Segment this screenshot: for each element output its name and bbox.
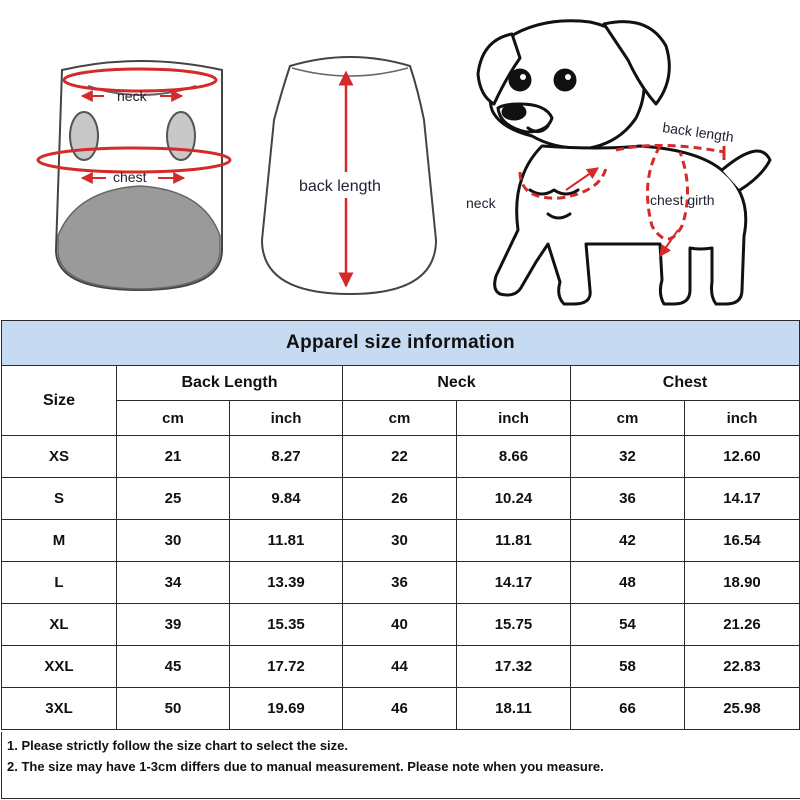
table-row <box>2 436 800 478</box>
table-title: Apparel size information <box>2 321 800 366</box>
garment-front-view <box>38 61 230 290</box>
dog-chest-girth-label: chest girth <box>650 192 715 208</box>
neck-inch-cell: 14.17 <box>457 562 571 604</box>
dog-illustration <box>478 21 770 304</box>
chest-cm-cell: 42 <box>571 520 685 562</box>
neck-inch-cell: 18.11 <box>457 688 571 730</box>
chest-cm-cell: 66 <box>571 688 685 730</box>
unit-header: inch <box>230 401 343 436</box>
unit-header: inch <box>685 401 800 436</box>
neck-cm-cell: 22 <box>343 436 457 478</box>
note-2: 2. The size may have 1-3cm differs due to manual measurement. Please note when you measure. <box>7 759 604 774</box>
size-column-header: Size <box>2 366 117 436</box>
garment-back-view <box>262 57 436 294</box>
back-length-inch-cell: 19.69 <box>230 688 343 730</box>
neck-inch-cell: 10.24 <box>457 478 571 520</box>
chest-group-header: Chest <box>571 366 800 401</box>
neck-inch-cell: 17.32 <box>457 646 571 688</box>
size-chart-table <box>1 320 800 730</box>
back-length-cm-cell: 21 <box>117 436 230 478</box>
unit-header: cm <box>571 401 685 436</box>
back-length-cm-cell: 25 <box>117 478 230 520</box>
back-length-inch-cell: 11.81 <box>230 520 343 562</box>
front-neck-label: neck <box>117 88 147 104</box>
chest-cm-cell: 58 <box>571 646 685 688</box>
table-row <box>2 688 800 730</box>
back-length-cm-cell: 30 <box>117 520 230 562</box>
neck-cm-cell: 36 <box>343 562 457 604</box>
unit-header: cm <box>117 401 230 436</box>
table-row <box>2 604 800 646</box>
chest-inch-cell: 22.83 <box>685 646 800 688</box>
back-length-inch-cell: 9.84 <box>230 478 343 520</box>
dog-neck-label: neck <box>466 195 496 211</box>
back-view-length-label: back length <box>299 178 381 195</box>
size-table-body <box>2 436 800 730</box>
chest-cm-cell: 36 <box>571 478 685 520</box>
size-cell: XL <box>2 604 117 646</box>
neck-group-header: Neck <box>343 366 571 401</box>
unit-header: inch <box>457 401 571 436</box>
note-1: 1. Please strictly follow the size chart to select the size. <box>7 738 349 753</box>
size-cell: XXL <box>2 646 117 688</box>
front-chest-label: chest <box>113 169 147 185</box>
size-cell: S <box>2 478 117 520</box>
chest-cm-cell: 54 <box>571 604 685 646</box>
back-length-group-header: Back Length <box>117 366 343 401</box>
chest-inch-cell: 16.54 <box>685 520 800 562</box>
back-length-inch-cell: 17.72 <box>230 646 343 688</box>
neck-cm-cell: 26 <box>343 478 457 520</box>
back-length-inch-cell: 13.39 <box>230 562 343 604</box>
size-cell: M <box>2 520 117 562</box>
chest-inch-cell: 25.98 <box>685 688 800 730</box>
back-length-cm-cell: 34 <box>117 562 230 604</box>
size-cell: XS <box>2 436 117 478</box>
unit-header: cm <box>343 401 457 436</box>
size-notes <box>1 732 800 799</box>
neck-cm-cell: 40 <box>343 604 457 646</box>
chest-inch-cell: 18.90 <box>685 562 800 604</box>
back-length-inch-cell: 15.35 <box>230 604 343 646</box>
back-length-inch-cell: 8.27 <box>230 436 343 478</box>
chest-inch-cell: 21.26 <box>685 604 800 646</box>
size-cell: 3XL <box>2 688 117 730</box>
table-row <box>2 562 800 604</box>
neck-cm-cell: 30 <box>343 520 457 562</box>
back-length-cm-cell: 39 <box>117 604 230 646</box>
chest-cm-cell: 32 <box>571 436 685 478</box>
chest-inch-cell: 12.60 <box>685 436 800 478</box>
chest-inch-cell: 14.17 <box>685 478 800 520</box>
table-row <box>2 646 800 688</box>
chest-cm-cell: 48 <box>571 562 685 604</box>
neck-inch-cell: 8.66 <box>457 436 571 478</box>
neck-cm-cell: 46 <box>343 688 457 730</box>
dog-back-length-label: back length <box>661 119 735 145</box>
size-cell: L <box>2 562 117 604</box>
back-length-cm-cell: 45 <box>117 646 230 688</box>
neck-inch-cell: 11.81 <box>457 520 571 562</box>
measurement-illustrations <box>0 0 800 318</box>
back-length-cm-cell: 50 <box>117 688 230 730</box>
neck-cm-cell: 44 <box>343 646 457 688</box>
table-row <box>2 520 800 562</box>
neck-inch-cell: 15.75 <box>457 604 571 646</box>
table-row <box>2 478 800 520</box>
